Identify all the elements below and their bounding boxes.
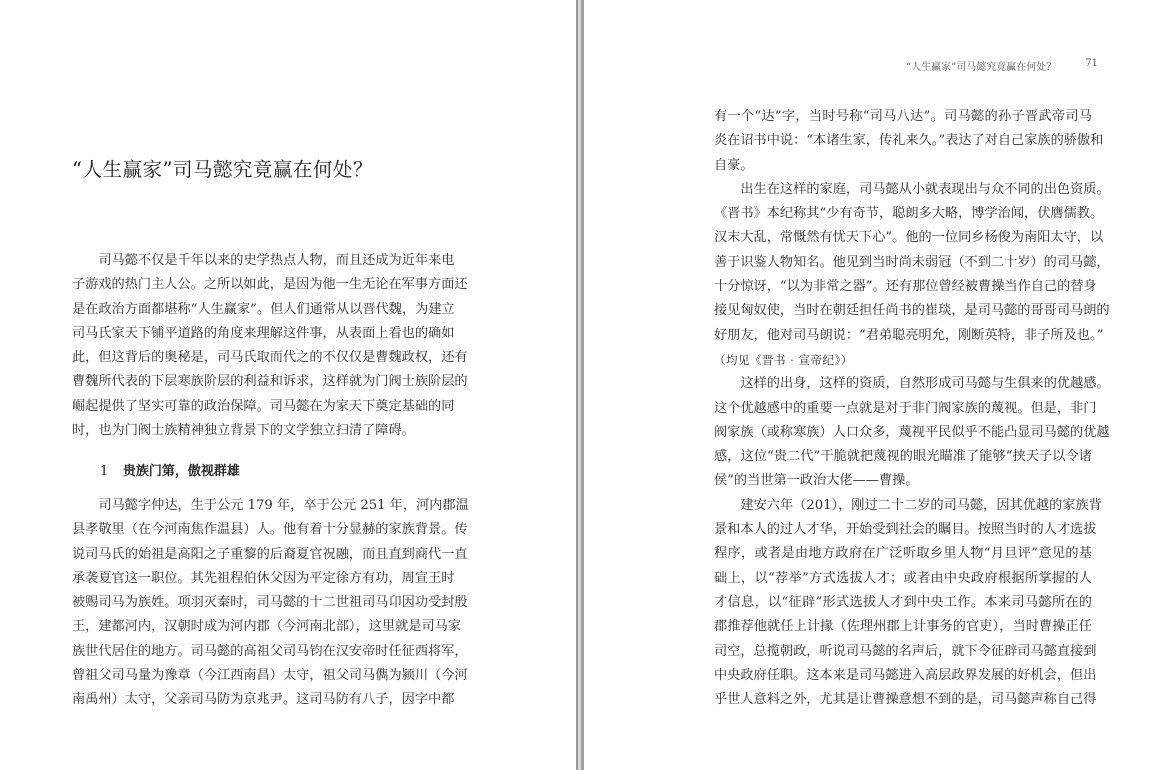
- paragraph: [714, 178, 1110, 372]
- text-line: 炎在诏书中说：“本诸生家，传礼来久。”表达了对自己家族的骄傲和: [714, 133, 1104, 149]
- paragraph: [714, 105, 1104, 178]
- left-page: [0, 0, 576, 770]
- text-line: 有一个“达”字，当时号称“司马八达”。司马懿的孙子晋武帝司马: [714, 109, 1092, 124]
- text-line: 县孝敬里（在今河南焦作温县）人。他有着十分显赫的家族背景。传: [72, 522, 468, 538]
- body-paragraph: [72, 494, 469, 713]
- text-line: 中央政府任职。这本来是司马懿进入高层政界发展的好机会，但出: [714, 667, 1097, 683]
- text-line: 这样的出身，这样的资质，自然形成司马懿与生俱来的优越感。: [740, 376, 1110, 392]
- text-line: 司马懿不仅是千年以来的史学热点人物，而且还成为近年来电: [98, 253, 455, 268]
- text-line: 这个优越感中的重要一点就是对于非门阀家族的蔑视。但是，非门: [714, 400, 1097, 416]
- text-line: 司马懿字仲达，生于公元 179 年，卒于公元 251 年，河内郡温: [98, 498, 469, 513]
- text-line: 景和本人的过人才华，开始受到社会的瞩目。按照当时的人才选拔: [714, 522, 1097, 538]
- text-line: 十分惊讶，“以为非常之器”。还有那位曾经被曹操当作自己的替身: [714, 279, 1097, 295]
- text-line: 曹魏所代表的下层寒族阶层的利益和诉求，这样就为门阀士族阶层的: [72, 374, 468, 390]
- text-line: 被赐司马为族姓。项羽灭秦时，司马懿的十二世祖司马卬因功受封殷: [72, 595, 468, 611]
- text-line: 建安六年（201），刚过二十二岁的司马懿，因其优越的家族背: [740, 497, 1102, 513]
- citation: （均见《晋书 · 宣帝纪》）: [714, 352, 853, 367]
- running-head-title: “人生赢家”司马懿究竟赢在何处？: [906, 62, 1057, 73]
- text-line: 崛起提供了坚实可靠的政治保障。司马懿在为家天下奠定基础的同: [72, 398, 455, 414]
- text-line: 自豪。: [714, 157, 754, 173]
- text-line: 曾祖父司马量为豫章（今江西南昌）太守，祖父司马儁为颍川（今河: [72, 668, 468, 684]
- text-line: 感，这位“贵二代”干脆就把蔑视的眼光瞄准了能够“挟天子以令诸: [714, 449, 1092, 465]
- chapter-title: “人生赢家”司马懿究竟赢在何处？: [72, 158, 373, 181]
- paragraph: [714, 372, 1110, 493]
- paragraph: [714, 494, 1102, 713]
- section-number: 1: [100, 464, 109, 479]
- text-line: 接见匈奴使，当时在朝廷担任尚书的崔琰，是司马懿的哥哥司马朗的: [714, 303, 1110, 319]
- text-line: 才信息，以“征辟”形式选拔人才到中央工作。本来司马懿所在的: [714, 594, 1092, 610]
- text-line: 础上，以“荐举”方式选拔人才；或者由中央政府根据所掌握的人: [714, 570, 1092, 586]
- right-page-text: [714, 105, 1110, 712]
- text-line: 司马氏家天下铺平道路的角度来理解这件事，从表面上看也的确如: [72, 325, 455, 341]
- section-title: 贵族门第，傲视群雄: [122, 464, 240, 479]
- text-line: 王，建都河内，汉朝时成为河内郡（今河南北部），这里就是司马家: [72, 619, 462, 635]
- text-line: 郡推荐他就任上计掾（佐理州郡上计事务的官吏），当时曹操正任: [714, 619, 1092, 635]
- page-number: 71: [1085, 58, 1098, 69]
- text-line: 南禹州）太守，父亲司马防为京兆尹。这司马防有八子，因字中都: [72, 692, 455, 708]
- text-line: 承袭夏官这一职位。其先祖程伯休父因为平定徐方有功，周宣王时: [72, 570, 455, 586]
- book-gutter: [576, 0, 584, 770]
- text-line: 族世代居住的地方。司马懿的高祖父司马钧在汉安帝时任征西将军，: [72, 643, 468, 659]
- intro-paragraph: [72, 249, 468, 443]
- text-line: 好朋友，他对司马朗说：“君弟聪亮明允，刚断英特，非子所及也。”: [714, 327, 1104, 343]
- text-line: 乎世人意料之外，尤其是让曹操意想不到的是，司马懿声称自己得: [714, 692, 1097, 708]
- text-line: 是在政治方面都堪称“人生赢家”。但人们通常从以晋代魏，为建立: [72, 301, 455, 317]
- text-line: 阀家族（或称寒族）人口众多，蔑视平民似乎不能凸显司马懿的优越: [714, 424, 1110, 440]
- text-line: 汉末大乱，常慨然有忧天下心”。他的一位同乡杨俊为南阳太守，以: [714, 230, 1104, 246]
- text-line: 时，也为门阀士族精神独立背景下的文学独立扫清了障碍。: [72, 423, 415, 439]
- text-line: 此，但这背后的奥秘是，司马氏取而代之的不仅仅是曹魏政权，还有: [72, 350, 468, 366]
- text-line: 说司马氏的始祖是高阳之子重黎的后裔夏官祝融，而且直到商代一直: [72, 546, 468, 562]
- text-line: 善于识鉴人物知名。他见到当时尚未弱冠（不到二十岁）的司马懿，: [714, 254, 1110, 270]
- text-line: 侯”的当世第一政治大佬——曹操。: [714, 473, 919, 489]
- text-line: 《晋书》本纪称其“少有奇节，聪朗多大略，博学治闻，伏膺儒教。: [714, 206, 1104, 222]
- text-line: 程序，或者是由地方政府在广泛听取乡里人物“月旦评”意见的基: [714, 546, 1092, 562]
- section-heading: [100, 460, 240, 479]
- text-line: 子游戏的热门主人公。之所以如此，是因为他一生无论在军事方面还: [72, 277, 468, 293]
- text-line: 司空，总揽朝政，听说司马懿的名声后，就下令征辟司马懿直接到: [714, 643, 1097, 659]
- text-line: 出生在这样的家庭，司马懿从小就表现出与众不同的出色资质。: [740, 181, 1110, 197]
